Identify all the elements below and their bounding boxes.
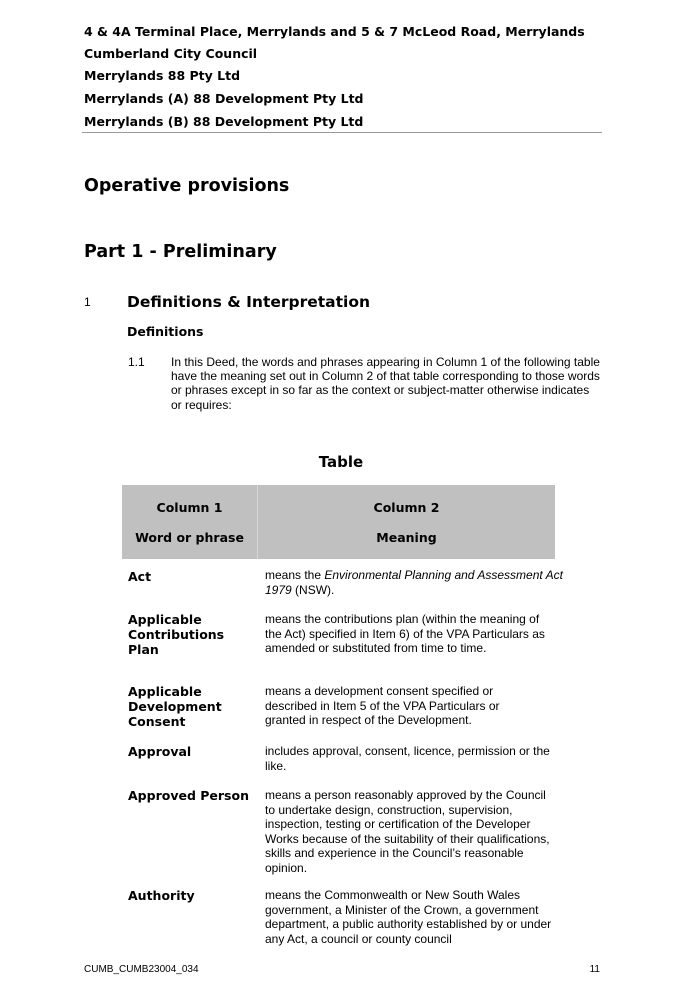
subheading-definitions: Definitions xyxy=(127,324,204,339)
table-header-divider xyxy=(257,485,258,559)
header-divider xyxy=(82,132,602,133)
section-title: Operative provisions xyxy=(84,176,290,196)
definition-term: Act xyxy=(128,569,152,584)
definition-term: Approved Person xyxy=(128,788,249,803)
definition-meaning: means a development consent specified or described in Item 5 of the VPA Particulars or granted in respect of the Development. xyxy=(265,684,500,727)
clause-number: 1 xyxy=(84,295,91,309)
header-line-party-2: Merrylands (A) 88 Development Pty Ltd xyxy=(84,91,364,106)
table-caption: Table xyxy=(318,453,364,471)
part-title: Part 1 - Preliminary xyxy=(84,242,277,262)
definition-meaning: means the contributions plan (within the meaning of the Act) specified in Item 6) of the VPA Particulars as amended or substituted from time to time. xyxy=(265,612,545,655)
column-1-subtitle: Word or phrase xyxy=(135,530,244,545)
table-header xyxy=(122,485,555,559)
definition-term: Approval xyxy=(128,744,192,759)
column-2-subtitle: Meaning xyxy=(376,530,437,545)
definition-meaning: includes approval, consent, licence, permission or the like. xyxy=(265,744,550,773)
column-1-title: Column 1 xyxy=(156,500,223,515)
footer-page-number: 11 xyxy=(589,964,600,975)
clause-title: Definitions & Interpretation xyxy=(127,293,371,311)
column-2-title: Column 2 xyxy=(373,500,440,515)
definition-meaning: means the Environmental Planning and Assessment Act 1979 (NSW). xyxy=(265,568,563,597)
header-line-party-3: Merrylands (B) 88 Development Pty Ltd xyxy=(84,114,364,129)
paragraph-text: In this Deed, the words and phrases appearing in Column 1 of the following table have the meaning set out in Column 2 of that table corresponding to those words or phrases except in so far as the context or subject-matter otherwise indicates or requires: xyxy=(171,355,600,412)
header-line-party-1: Merrylands 88 Pty Ltd xyxy=(84,68,241,83)
header-line-address: 4 & 4A Terminal Place, Merrylands and 5 & 7 McLeod Road, Merrylands xyxy=(84,24,585,39)
definition-term: Applicable Development Consent xyxy=(128,684,222,729)
definition-term: Applicable Contributions Plan xyxy=(128,612,225,657)
definition-meaning: means a person reasonably approved by the Council to undertake design, construction, supervision, inspection, testing or certification of the Developer Works because of the suitability of their qualifications, skills and experience in the Council’s reasonable opinion. xyxy=(265,788,550,875)
definition-term: Authority xyxy=(128,888,195,903)
paragraph-number: 1.1 xyxy=(128,355,145,369)
header-line-council: Cumberland City Council xyxy=(84,46,258,61)
definition-meaning: means the Commonwealth or New South Wales government, a Minister of the Crown, a government department, a public authority established by or under any Act, a council or county council xyxy=(265,888,552,946)
footer-doc-ref: CUMB_CUMB23004_034 xyxy=(84,964,199,975)
